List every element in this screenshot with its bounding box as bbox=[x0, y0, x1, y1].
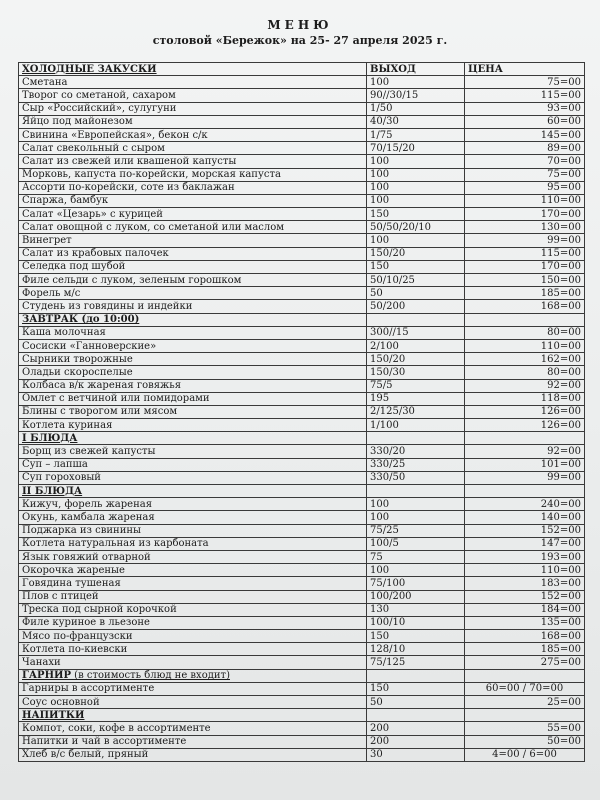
section-empty-cell bbox=[465, 709, 585, 722]
dish-output: 2/100 bbox=[367, 339, 465, 352]
dish-name: Салат свекольный с сыром bbox=[19, 142, 367, 155]
dish-name: Треска под сырной корочкой bbox=[19, 603, 367, 616]
dish-name: Омлет с ветчиной или помидорами bbox=[19, 392, 367, 405]
dish-output: 330/50 bbox=[367, 471, 465, 484]
dish-price: 130=00 bbox=[465, 221, 585, 234]
table-row bbox=[19, 735, 585, 748]
section-label: ЗАВТРАК (до 10:00) bbox=[22, 314, 140, 326]
table-row bbox=[19, 155, 585, 168]
table-row bbox=[19, 498, 585, 511]
dish-output: 150/30 bbox=[367, 366, 465, 379]
dish-price: 193=00 bbox=[465, 550, 585, 563]
dish-price: 4=00 / 6=00 bbox=[465, 748, 585, 761]
dish-price: 152=00 bbox=[465, 524, 585, 537]
dish-output: 150 bbox=[367, 630, 465, 643]
dish-price: 95=00 bbox=[465, 181, 585, 194]
dish-name: Сыр «Российский», сулугуни bbox=[19, 102, 367, 115]
dish-price: 126=00 bbox=[465, 419, 585, 432]
dish-output: 200 bbox=[367, 722, 465, 735]
dish-price: 185=00 bbox=[465, 643, 585, 656]
dish-name: Компот, соки, кофе в ассортименте bbox=[19, 722, 367, 735]
dish-output: 75 bbox=[367, 550, 465, 563]
dish-price: 60=00 / 70=00 bbox=[465, 682, 585, 695]
dish-price: 170=00 bbox=[465, 260, 585, 273]
table-row bbox=[19, 630, 585, 643]
dish-name: Блины с творогом или мясом bbox=[19, 405, 367, 418]
dish-output: 70/15/20 bbox=[367, 142, 465, 155]
table-row bbox=[19, 419, 585, 432]
menu-table-body bbox=[19, 63, 585, 762]
dish-price: 140=00 bbox=[465, 511, 585, 524]
dish-name: Морковь, капуста по-корейски, морская капуста bbox=[19, 168, 367, 181]
table-row bbox=[19, 260, 585, 273]
section-empty-cell bbox=[367, 669, 465, 682]
table-row bbox=[19, 274, 585, 287]
table-row bbox=[19, 115, 585, 128]
table-row bbox=[19, 366, 585, 379]
dish-name: Плов с птицей bbox=[19, 590, 367, 603]
page-title: МЕНЮ bbox=[267, 18, 333, 32]
section-empty-cell bbox=[367, 313, 465, 326]
dish-name: Суп – лапша bbox=[19, 458, 367, 471]
section-row-drinks bbox=[19, 709, 585, 722]
dish-price: 80=00 bbox=[465, 326, 585, 339]
dish-output: 100 bbox=[367, 155, 465, 168]
table-row bbox=[19, 550, 585, 563]
dish-name: Котлета натуральная из карбоната bbox=[19, 537, 367, 550]
table-row bbox=[19, 339, 585, 352]
dish-output: 150/20 bbox=[367, 353, 465, 366]
table-row bbox=[19, 353, 585, 366]
dish-price: 50=00 bbox=[465, 735, 585, 748]
dish-name: Суп гороховый bbox=[19, 471, 367, 484]
dish-output: 50/200 bbox=[367, 300, 465, 313]
dish-name: Соус основной bbox=[19, 696, 367, 709]
dish-name: Гарниры в ассортименте bbox=[19, 682, 367, 695]
table-row bbox=[19, 300, 585, 313]
table-row bbox=[19, 458, 585, 471]
dish-name: Филе сельди с луком, зеленым горошком bbox=[19, 274, 367, 287]
dish-output: 200 bbox=[367, 735, 465, 748]
table-row bbox=[19, 722, 585, 735]
dish-name: Салат из крабовых палочек bbox=[19, 247, 367, 260]
dish-output: 90//30/15 bbox=[367, 89, 465, 102]
section-empty-cell bbox=[367, 485, 465, 498]
section-empty-cell bbox=[465, 432, 585, 445]
dish-output: 150 bbox=[367, 208, 465, 221]
dish-output: 75/100 bbox=[367, 577, 465, 590]
dish-output: 75/125 bbox=[367, 656, 465, 669]
table-row bbox=[19, 748, 585, 761]
table-row bbox=[19, 76, 585, 89]
table-row bbox=[19, 181, 585, 194]
section-empty-cell bbox=[367, 709, 465, 722]
dish-name: Колбаса в/к жареная говяжья bbox=[19, 379, 367, 392]
table-row bbox=[19, 208, 585, 221]
section-title-first bbox=[19, 432, 367, 445]
section-title-second bbox=[19, 485, 367, 498]
dish-output: 30 bbox=[367, 748, 465, 761]
dish-price: 115=00 bbox=[465, 247, 585, 260]
dish-price: 183=00 bbox=[465, 577, 585, 590]
table-row bbox=[19, 128, 585, 141]
dish-output: 1/50 bbox=[367, 102, 465, 115]
dish-output: 128/10 bbox=[367, 643, 465, 656]
dish-price: 168=00 bbox=[465, 630, 585, 643]
dish-output: 1/100 bbox=[367, 419, 465, 432]
dish-output: 50 bbox=[367, 287, 465, 300]
dish-name: Говядина тушеная bbox=[19, 577, 367, 590]
section-label: II БЛЮДА bbox=[22, 485, 83, 497]
table-row bbox=[19, 603, 585, 616]
dish-output: 50/10/25 bbox=[367, 274, 465, 287]
table-row bbox=[19, 102, 585, 115]
dish-output: 330/20 bbox=[367, 445, 465, 458]
dish-price: 135=00 bbox=[465, 616, 585, 629]
dish-output: 100 bbox=[367, 234, 465, 247]
table-row bbox=[19, 564, 585, 577]
page-subtitle: столовой «Бережок» на 25- 27 апреля 2025 г. bbox=[152, 34, 448, 47]
dish-name: Сосиски «Ганноверские» bbox=[19, 339, 367, 352]
dish-output: 50/50/20/10 bbox=[367, 221, 465, 234]
table-row bbox=[19, 326, 585, 339]
dish-name: Сырники творожные bbox=[19, 353, 367, 366]
dish-price: 93=00 bbox=[465, 102, 585, 115]
dish-output: 100 bbox=[367, 76, 465, 89]
dish-name: Хлеб в/с белый, пряный bbox=[19, 748, 367, 761]
table-row bbox=[19, 392, 585, 405]
dish-price: 118=00 bbox=[465, 392, 585, 405]
dish-name: Мясо по-французски bbox=[19, 630, 367, 643]
dish-name: Ассорти по-корейски, соте из баклажан bbox=[19, 181, 367, 194]
dish-name: Салат из свежей или квашеной капусты bbox=[19, 155, 367, 168]
table-row bbox=[19, 194, 585, 207]
table-row bbox=[19, 221, 585, 234]
dish-output: 100 bbox=[367, 564, 465, 577]
dish-output: 100 bbox=[367, 498, 465, 511]
dish-price: 110=00 bbox=[465, 194, 585, 207]
dish-name: Творог со сметаной, сахаром bbox=[19, 89, 367, 102]
dish-output: 100/5 bbox=[367, 537, 465, 550]
dish-output: 75/5 bbox=[367, 379, 465, 392]
table-row bbox=[19, 643, 585, 656]
table-row bbox=[19, 696, 585, 709]
dish-price: 60=00 bbox=[465, 115, 585, 128]
dish-output: 300//15 bbox=[367, 326, 465, 339]
dish-output: 195 bbox=[367, 392, 465, 405]
dish-price: 110=00 bbox=[465, 564, 585, 577]
dish-output: 40/30 bbox=[367, 115, 465, 128]
section-empty-cell bbox=[465, 669, 585, 682]
section-title-breakfast bbox=[19, 313, 367, 326]
dish-name: Окунь, камбала жареная bbox=[19, 511, 367, 524]
dish-output: 100 bbox=[367, 194, 465, 207]
dish-price: 170=00 bbox=[465, 208, 585, 221]
dish-price: 92=00 bbox=[465, 445, 585, 458]
dish-price: 168=00 bbox=[465, 300, 585, 313]
dish-name: Спаржа, бамбук bbox=[19, 194, 367, 207]
dish-name: Яйцо под майонезом bbox=[19, 115, 367, 128]
header-price: ЦЕНА bbox=[465, 63, 585, 76]
dish-price: 115=00 bbox=[465, 89, 585, 102]
menu-table bbox=[18, 62, 585, 762]
table-row bbox=[19, 537, 585, 550]
table-row bbox=[19, 616, 585, 629]
dish-name: Винегрет bbox=[19, 234, 367, 247]
dish-price: 126=00 bbox=[465, 405, 585, 418]
section-label: НАПИТКИ bbox=[22, 709, 85, 721]
section-row-garnish bbox=[19, 669, 585, 682]
dish-price: 185=00 bbox=[465, 287, 585, 300]
dish-output: 150/20 bbox=[367, 247, 465, 260]
section-label: I БЛЮДА bbox=[22, 432, 78, 444]
dish-output: 100 bbox=[367, 181, 465, 194]
table-header-row bbox=[19, 63, 585, 76]
table-row bbox=[19, 89, 585, 102]
dish-name: Каша молочная bbox=[19, 326, 367, 339]
section-empty-cell bbox=[465, 313, 585, 326]
table-row bbox=[19, 656, 585, 669]
table-row bbox=[19, 590, 585, 603]
table-row bbox=[19, 682, 585, 695]
dish-price: 25=00 bbox=[465, 696, 585, 709]
dish-price: 99=00 bbox=[465, 471, 585, 484]
table-row bbox=[19, 234, 585, 247]
section-row-second bbox=[19, 485, 585, 498]
section-title-drinks bbox=[19, 709, 367, 722]
table-row bbox=[19, 471, 585, 484]
dish-price: 147=00 bbox=[465, 537, 585, 550]
dish-price: 145=00 bbox=[465, 128, 585, 141]
section-row-first bbox=[19, 432, 585, 445]
table-row bbox=[19, 287, 585, 300]
table-row bbox=[19, 379, 585, 392]
dish-name: Сметана bbox=[19, 76, 367, 89]
section-row-breakfast bbox=[19, 313, 585, 326]
dish-price: 92=00 bbox=[465, 379, 585, 392]
dish-price: 75=00 bbox=[465, 168, 585, 181]
section-note: (в стоимость блюд не входит) bbox=[70, 670, 230, 682]
dish-price: 150=00 bbox=[465, 274, 585, 287]
dish-name: Студень из говядины и индейки bbox=[19, 300, 367, 313]
dish-price: 80=00 bbox=[465, 366, 585, 379]
section-empty-cell bbox=[367, 432, 465, 445]
dish-price: 75=00 bbox=[465, 76, 585, 89]
dish-name: Борщ из свежей капусты bbox=[19, 445, 367, 458]
dish-output: 150 bbox=[367, 260, 465, 273]
dish-price: 99=00 bbox=[465, 234, 585, 247]
dish-price: 240=00 bbox=[465, 498, 585, 511]
dish-name: Свинина «Европейская», бекон с/к bbox=[19, 128, 367, 141]
dish-name: Котлета куриная bbox=[19, 419, 367, 432]
table-row bbox=[19, 577, 585, 590]
table-row bbox=[19, 247, 585, 260]
dish-name: Селедка под шубой bbox=[19, 260, 367, 273]
dish-output: 2/125/30 bbox=[367, 405, 465, 418]
dish-name: Филе куриное в льезоне bbox=[19, 616, 367, 629]
dish-name: Салат «Цезарь» с курицей bbox=[19, 208, 367, 221]
dish-name: Кижуч, форель жареная bbox=[19, 498, 367, 511]
dish-price: 89=00 bbox=[465, 142, 585, 155]
dish-output: 100 bbox=[367, 511, 465, 524]
dish-name: Поджарка из свинины bbox=[19, 524, 367, 537]
dish-output: 100/200 bbox=[367, 590, 465, 603]
dish-name: Оладьи скороспелые bbox=[19, 366, 367, 379]
table-row bbox=[19, 142, 585, 155]
dish-name: Окорочка жареные bbox=[19, 564, 367, 577]
header-cold-snacks: ХОЛОДНЫЕ ЗАКУСКИ bbox=[19, 63, 367, 76]
table-row bbox=[19, 524, 585, 537]
dish-price: 70=00 bbox=[465, 155, 585, 168]
section-empty-cell bbox=[465, 485, 585, 498]
dish-price: 110=00 bbox=[465, 339, 585, 352]
dish-name: Напитки и чай в ассортименте bbox=[19, 735, 367, 748]
table-row bbox=[19, 405, 585, 418]
section-label: ГАРНИР bbox=[22, 670, 71, 682]
dish-output: 100/10 bbox=[367, 616, 465, 629]
dish-output: 1/75 bbox=[367, 128, 465, 141]
dish-price: 162=00 bbox=[465, 353, 585, 366]
table-row bbox=[19, 511, 585, 524]
section-title-garnish bbox=[19, 669, 367, 682]
dish-name: Салат овощной с луком, со сметаной или маслом bbox=[19, 221, 367, 234]
dish-name: Язык говяжий отварной bbox=[19, 550, 367, 563]
table-row bbox=[19, 168, 585, 181]
dish-name: Котлета по-киевски bbox=[19, 643, 367, 656]
dish-output: 130 bbox=[367, 603, 465, 616]
dish-price: 275=00 bbox=[465, 656, 585, 669]
header-output: ВЫХОД bbox=[367, 63, 465, 76]
dish-output: 75/25 bbox=[367, 524, 465, 537]
dish-output: 150 bbox=[367, 682, 465, 695]
table-row bbox=[19, 445, 585, 458]
dish-price: 184=00 bbox=[465, 603, 585, 616]
dish-name: Форель м/с bbox=[19, 287, 367, 300]
dish-price: 101=00 bbox=[465, 458, 585, 471]
dish-output: 50 bbox=[367, 696, 465, 709]
dish-output: 100 bbox=[367, 168, 465, 181]
dish-price: 55=00 bbox=[465, 722, 585, 735]
dish-name: Чанахи bbox=[19, 656, 367, 669]
dish-price: 152=00 bbox=[465, 590, 585, 603]
dish-output: 330/25 bbox=[367, 458, 465, 471]
